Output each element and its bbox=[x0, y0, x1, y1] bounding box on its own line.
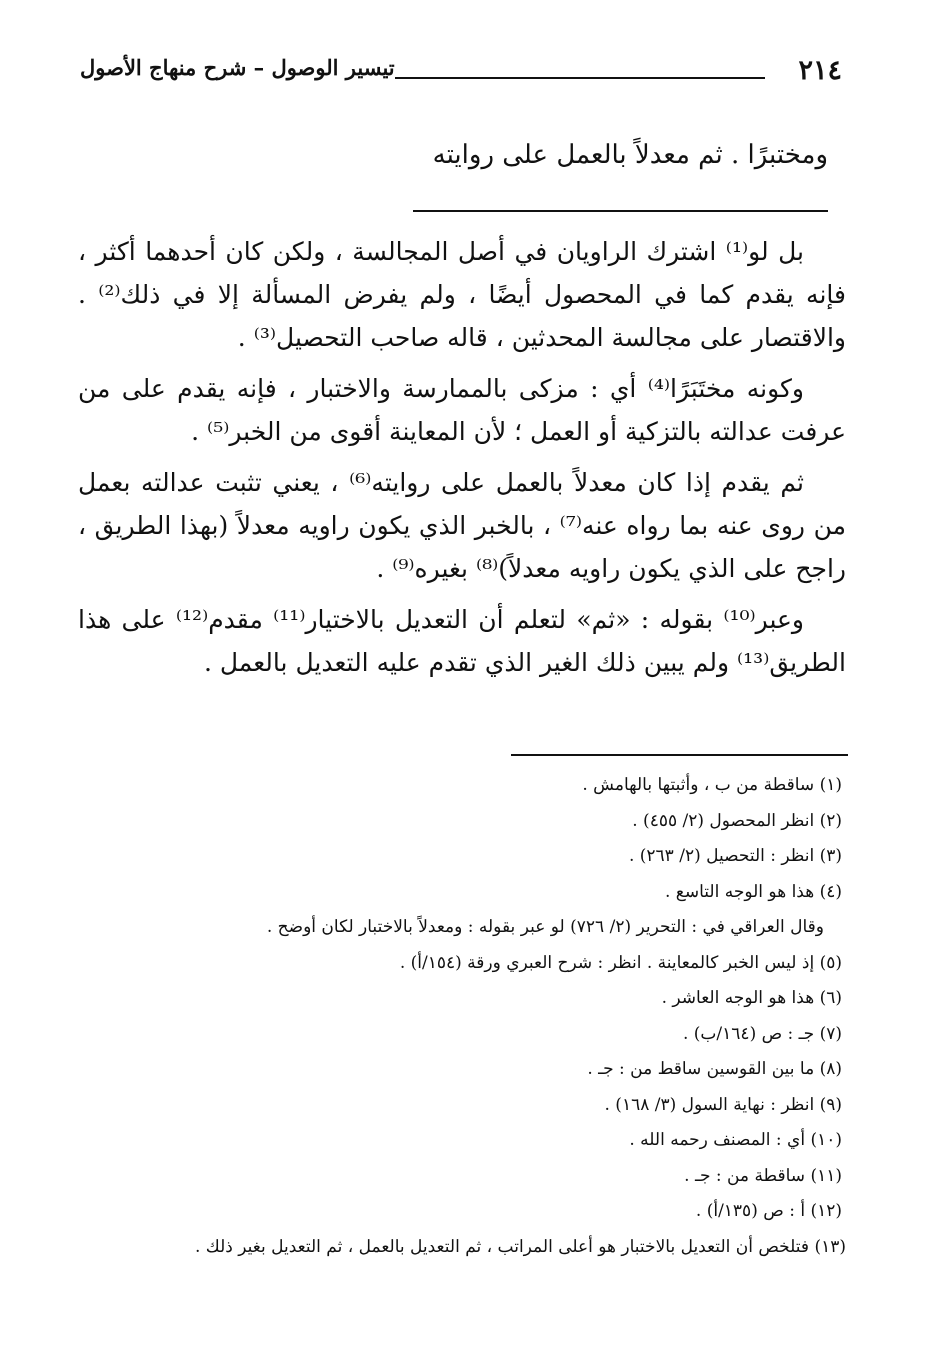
footnote: (٦) هذا هو الوجه العاشر . bbox=[661, 988, 842, 1008]
footnote-continuation: وقال العراقي في : التحرير (٢/ ٧٢٦) لو عبر بقوله : ومعدلاً بالاختبار لكان أوضح . bbox=[266, 917, 824, 937]
footnote: (٢) انظر المحصول (٢/ ٤٥٥) . bbox=[632, 810, 842, 831]
footnote: (١١) ساقطة من : جـ . bbox=[684, 1165, 842, 1186]
footnote: (٣) انظر : التحصيل (٢/ ٢٦٣) . bbox=[628, 846, 842, 866]
book-title: تيسير الوصول – شرح منهاج الأصول bbox=[80, 55, 395, 80]
footnote: (٨) ما بين القوسين ساقط من : جـ . bbox=[587, 1059, 842, 1079]
footnotes bbox=[62, 768, 846, 1265]
footnote: (١٢) أ : ص (١٣٥/أ) . bbox=[695, 1201, 842, 1221]
footnote: (٩) انظر : نهاية السول (٣/ ١٦٨) . bbox=[604, 1094, 842, 1115]
footnote-separator bbox=[511, 754, 848, 756]
footnote: (١٠) أي : المصنف رحمه الله . bbox=[629, 1130, 842, 1150]
footnote: (٤) هذا هو الوجه التاسع . bbox=[664, 881, 842, 902]
footnote: (١) ساقطة من ب ، وأثبتها بالهامش . bbox=[582, 775, 842, 795]
footnote: (٧) جـ : ص (١٦٤/ب) . bbox=[682, 1023, 842, 1044]
commentary-body bbox=[78, 230, 846, 692]
page-header bbox=[80, 55, 850, 95]
header-rule bbox=[395, 77, 765, 79]
footnote: (١٣) فتلخص أن التعديل بالاختبار هو أعلى المراتب ، ثم التعديل بالعمل ، ثم التعديل بغير ذلك . bbox=[194, 1236, 846, 1257]
footnote: (٥) إذ ليس الخبر كالمعاينة . انظر : شرح العبري ورقة (١٥٤/أ) . bbox=[399, 952, 842, 973]
page-number: ٢١٤ bbox=[798, 55, 842, 86]
paragraph: بل لو⁽¹⁾ اشترك الراويان في أصل المجالسة ، ولكن كان أحدهما أكثر ، فإنه يقدم كما في المحصول أيضًا ، ولم يفرض المسألة إلا في ذلك⁽²⁾ . والاقتصار على مجالسة المحدثين ، قاله صاحب التحصيل⁽³⁾ . bbox=[78, 237, 846, 352]
paragraph: وكونه مختَبَرًا⁽⁴⁾ أي : مزكى بالممارسة والاختبار ، فإنه يقدم على من عرفت عدالته بالتزكية أو العمل ؛ لأن المعاينة أقوى من الخبر⁽⁵⁾ . bbox=[78, 374, 846, 446]
matn-divider bbox=[413, 210, 828, 212]
matn-text: ومختبرًا . ثم معدلاً بالعمل على روايته bbox=[432, 140, 828, 170]
paragraph: ثم يقدم إذا كان معدلاً بالعمل على روايته⁽⁶⁾ ، يعني تثبت عدالته بعمل من روى عنه بما رواه عنه⁽⁷⁾ ، بالخبر الذي يكون راويه معدلاً (بهذا الطريق ، راجح على الذي يكون راويه معدلاً)⁽⁸⁾ بغيره⁽⁹⁾ . bbox=[78, 468, 846, 583]
paragraph: وعبر⁽¹⁰⁾ بقوله : «ثم» لتعلم أن التعديل بالاختيار⁽¹¹⁾ مقدم⁽¹²⁾ على هذا الطريق⁽¹³⁾ ولم يبين ذلك الغير الذي تقدم عليه التعديل بالعمل . bbox=[78, 605, 846, 677]
